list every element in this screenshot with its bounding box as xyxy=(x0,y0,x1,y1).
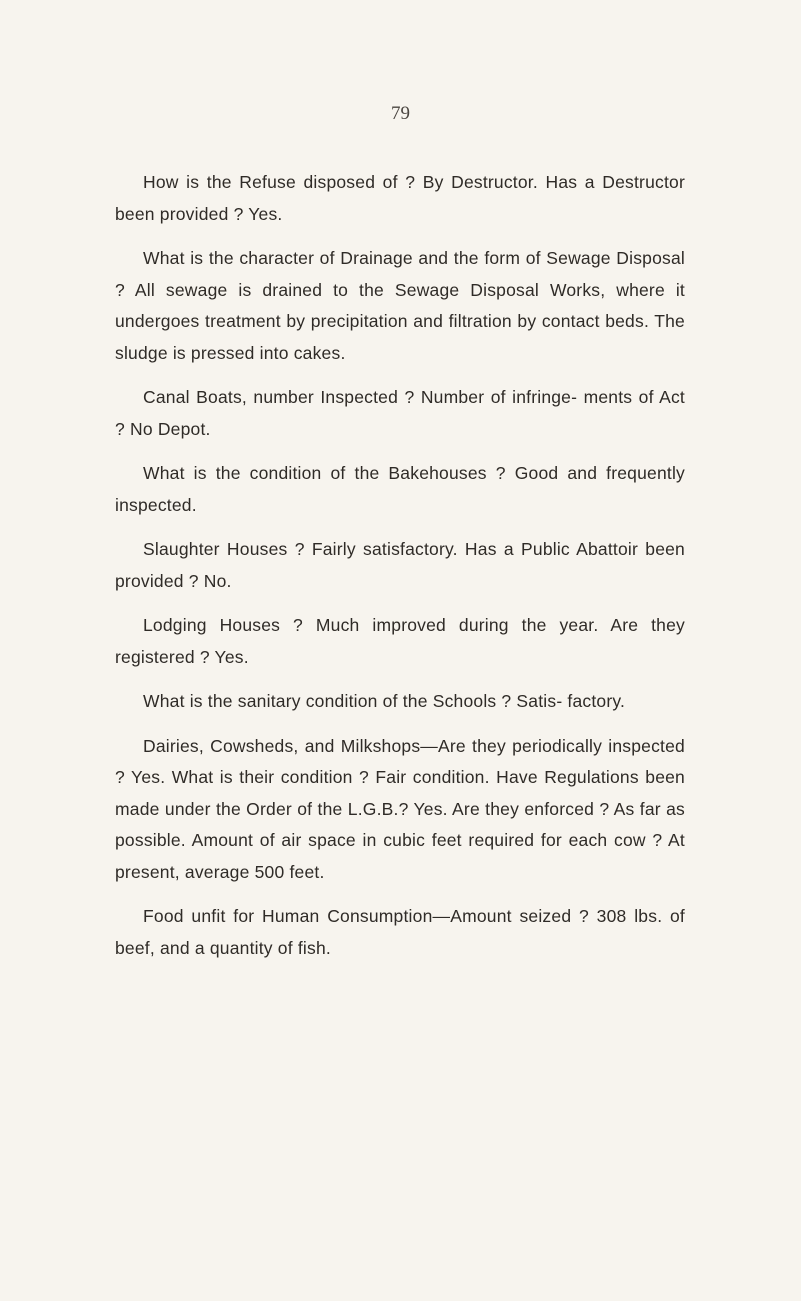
page-number: 79 xyxy=(391,103,410,124)
paragraph-refuse: How is the Refuse disposed of ? By Destructor. Has a Destructor been provided ? Yes. xyxy=(115,172,685,224)
paragraph-schools: What is the sanitary condition of the Schools ? Satis- factory. xyxy=(143,691,626,711)
paragraph-lodging-houses: Lodging Houses ? Much improved during the year. Are they registered ? Yes. xyxy=(115,615,685,667)
paragraph-slaughter-houses: Slaughter Houses ? Fairly satisfactory. Has a Public Abattoir been provided ? No. xyxy=(115,539,685,591)
paragraph-drainage: What is the character of Drainage and the form of Sewage Disposal ? All sewage is drained to the Sewage Disposal Works, where it undergoes treatment by precipitation and filtration by contact beds. The sludge is pressed into cakes. xyxy=(115,248,685,363)
paragraph-dairies: Dairies, Cowsheds, and Milkshops—Are they periodically inspected ? Yes. What is their condition ? Fair condition. Have Regulations been made under the Order of the L.G.B.? Yes. Are they enforced ? As far as possible. Amount of air space in cubic feet required for each cow ? At present, average 500 feet. xyxy=(115,735,685,882)
document-body xyxy=(115,167,685,977)
paragraph-canal-boats: Canal Boats, number Inspected ? Number of infringe- ments of Act ? No Depot. xyxy=(115,387,685,439)
paragraph-food-unfit: Food unfit for Human Consumption—Amount seized ? 308 lbs. of beef, and a quantity of fish. xyxy=(115,906,685,958)
paragraph-bakehouses: What is the condition of the Bakehouses ? Good and frequently inspected. xyxy=(115,463,685,515)
